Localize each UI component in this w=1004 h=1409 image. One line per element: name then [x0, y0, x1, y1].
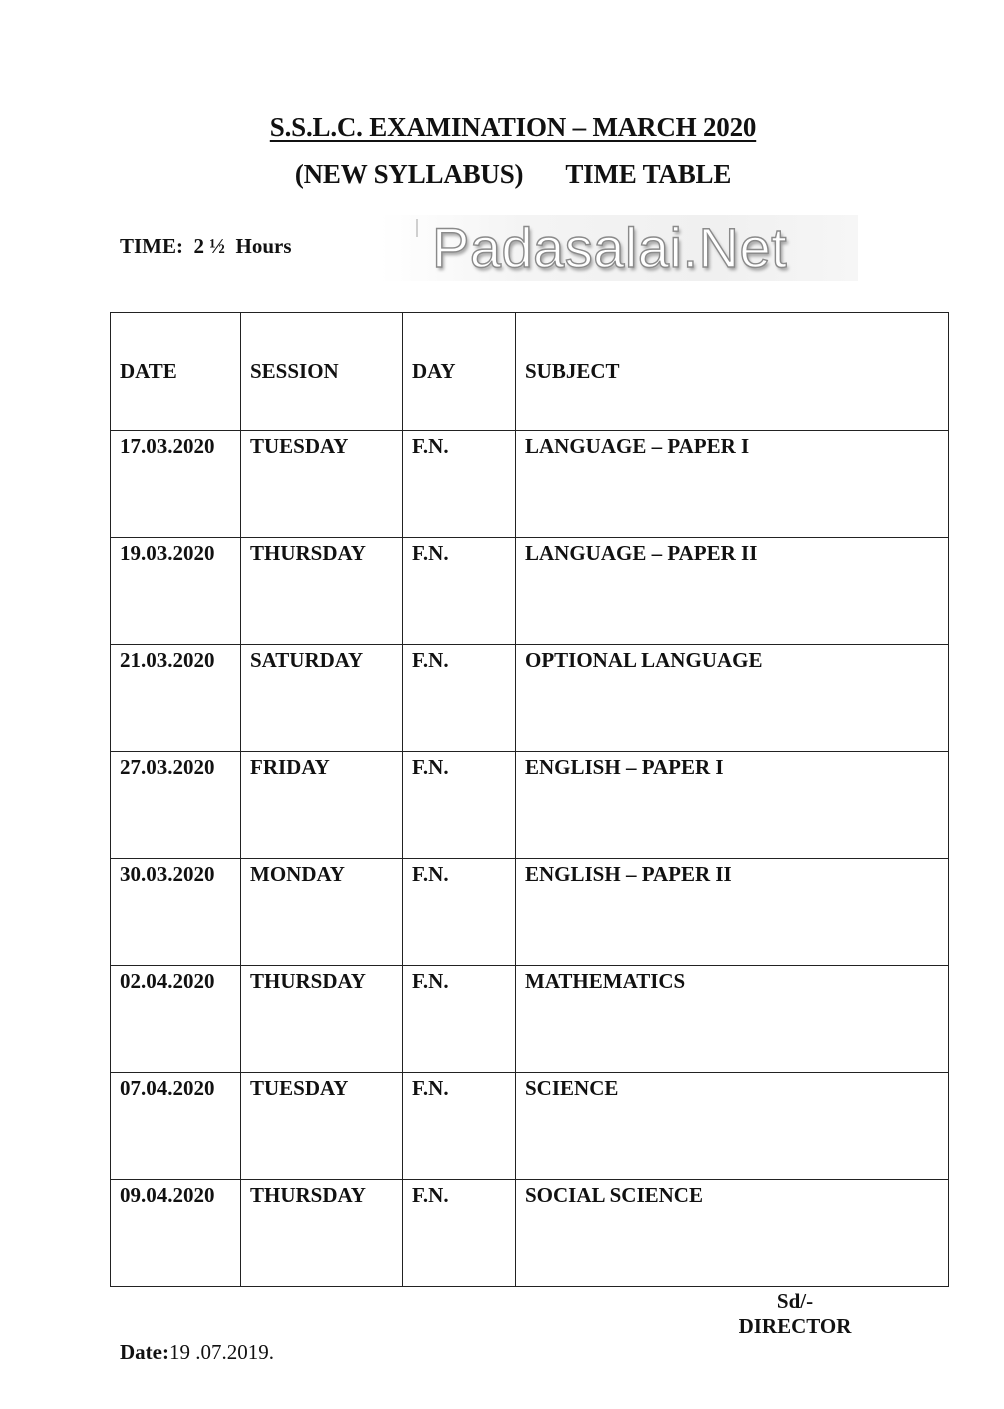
cell-date: 19.03.2020: [111, 538, 241, 645]
timetable: [110, 312, 949, 1287]
cell-date: 17.03.2020: [111, 431, 241, 538]
table-row: [111, 752, 949, 859]
document-title: S.S.L.C. EXAMINATION – MARCH 2020: [269, 112, 757, 142]
exam-duration: TIME: 2 ½ Hours: [120, 234, 292, 258]
cell-day: F.N.: [403, 1180, 516, 1287]
signature-mark: Sd/-: [776, 1289, 814, 1313]
header-day: DAY: [403, 313, 516, 431]
watermark-text: Padasalai.Net: [432, 216, 788, 279]
header-subject: SUBJECT: [516, 313, 949, 431]
table-row: [111, 859, 949, 966]
table-row: [111, 431, 949, 538]
cell-day: F.N.: [403, 538, 516, 645]
cell-session: THURSDAY: [241, 538, 403, 645]
table-row: [111, 538, 949, 645]
cell-day: F.N.: [403, 645, 516, 752]
cell-date: 30.03.2020: [111, 859, 241, 966]
issue-date-value: 19 .07.2019.: [168, 1340, 274, 1364]
cell-day: F.N.: [403, 859, 516, 966]
cell-subject: ENGLISH – PAPER II: [516, 859, 949, 966]
issue-date: [120, 1340, 274, 1365]
cell-day: F.N.: [403, 431, 516, 538]
timetable-label: TIME TABLE: [565, 159, 732, 189]
watermark-divider: [416, 219, 418, 237]
cell-subject: LANGUAGE – PAPER II: [516, 538, 949, 645]
cell-subject: ENGLISH – PAPER I: [516, 752, 949, 859]
header-session: SESSION: [241, 313, 403, 431]
cell-date: 27.03.2020: [111, 752, 241, 859]
cell-session: TUESDAY: [241, 431, 403, 538]
cell-session: MONDAY: [241, 859, 403, 966]
table-row: [111, 645, 949, 752]
table-header-row: [111, 313, 949, 431]
cell-subject: SCIENCE: [516, 1073, 949, 1180]
watermark-logo: [380, 215, 858, 281]
cell-date: 21.03.2020: [111, 645, 241, 752]
table-row: [111, 966, 949, 1073]
cell-session: TUESDAY: [241, 1073, 403, 1180]
syllabus-label: (NEW SYLLABUS): [294, 159, 524, 189]
cell-session: THURSDAY: [241, 966, 403, 1073]
cell-session: THURSDAY: [241, 1180, 403, 1287]
cell-day: F.N.: [403, 1073, 516, 1180]
issue-date-label: Date:: [120, 1340, 169, 1364]
table-row: [111, 1073, 949, 1180]
cell-date: 09.04.2020: [111, 1180, 241, 1287]
cell-session: FRIDAY: [241, 752, 403, 859]
cell-day: F.N.: [403, 966, 516, 1073]
cell-date: 07.04.2020: [111, 1073, 241, 1180]
cell-day: F.N.: [403, 752, 516, 859]
cell-subject: SOCIAL SCIENCE: [516, 1180, 949, 1287]
cell-subject: LANGUAGE – PAPER I: [516, 431, 949, 538]
cell-subject: MATHEMATICS: [516, 966, 949, 1073]
header-date: DATE: [111, 313, 241, 431]
document-subtitle: [0, 159, 1004, 190]
cell-subject: OPTIONAL LANGUAGE: [516, 645, 949, 752]
table-row: [111, 1180, 949, 1287]
cell-session: SATURDAY: [241, 645, 403, 752]
cell-date: 02.04.2020: [111, 966, 241, 1073]
signatory-designation: DIRECTOR: [738, 1314, 852, 1338]
